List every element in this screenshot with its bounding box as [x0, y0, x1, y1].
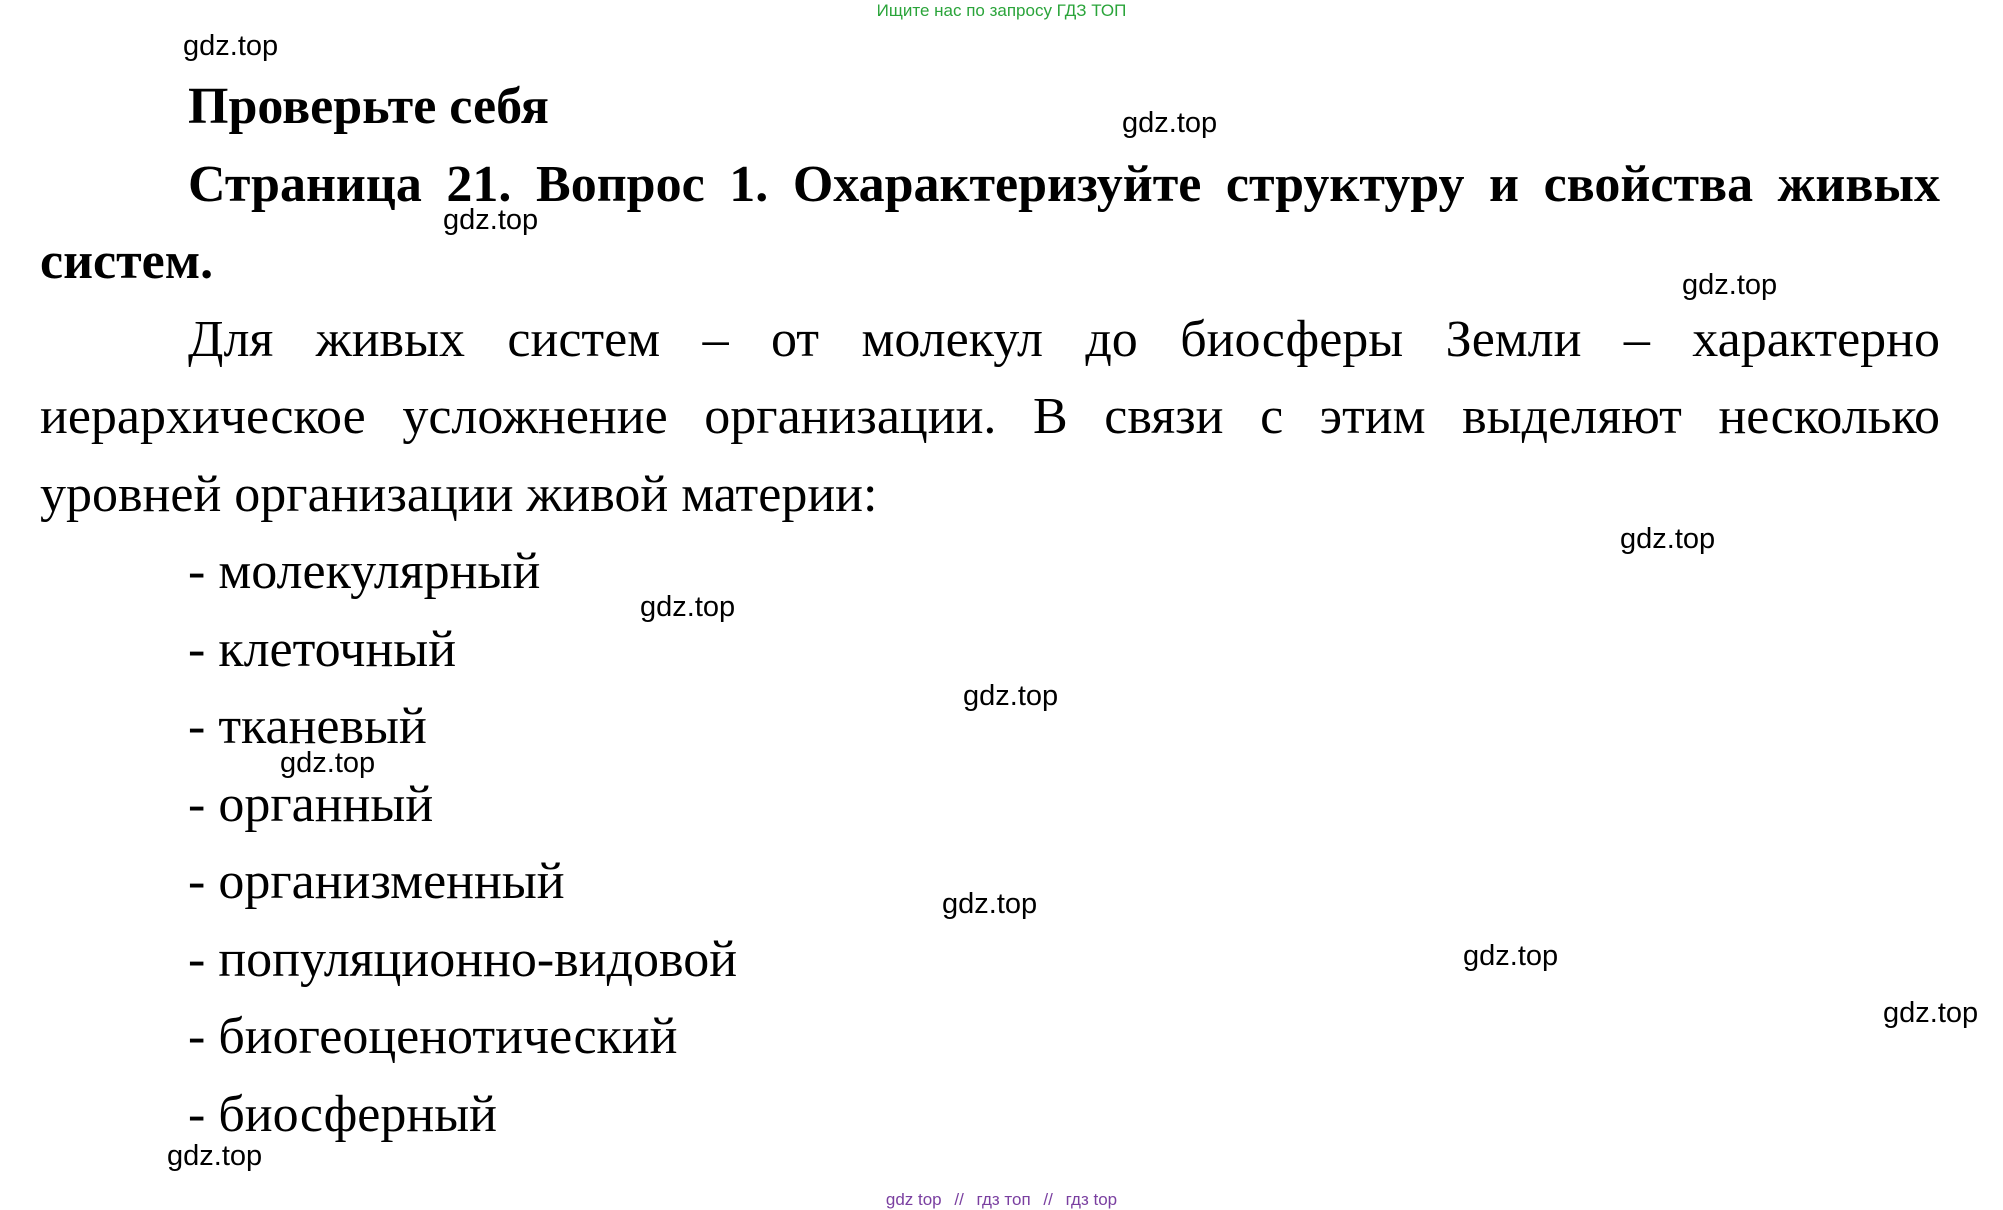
list-item: - организменный: [188, 853, 565, 910]
watermark: gdz.top: [183, 30, 279, 62]
question-title: Страница 21. Вопрос 1. Охарактеризуйте структуру и свойства живых систем.: [40, 155, 1940, 290]
top-banner: Ищите нас по запросу ГДЗ ТОП: [876, 1, 1127, 20]
bottom-banner-separator: //: [1043, 1190, 1053, 1209]
bottom-banner-part: гдз топ: [976, 1190, 1031, 1209]
list-item: - молекулярный: [188, 543, 541, 600]
bottom-banner-part: gdz top: [885, 1190, 942, 1209]
watermark: gdz.top: [1883, 997, 1979, 1029]
watermark: gdz.top: [443, 204, 539, 236]
list-item: - популяционно-видовой: [188, 930, 738, 988]
watermark: gdz.top: [640, 591, 736, 623]
document-body: [40, 68, 1940, 1153]
watermark: gdz.top: [963, 680, 1059, 712]
watermark: gdz.top: [1620, 523, 1716, 555]
list-item: - органный: [188, 775, 434, 833]
organization-levels-list: [40, 533, 1940, 1153]
watermark: gdz.top: [1682, 269, 1778, 301]
section-heading: Проверьте себя: [188, 78, 549, 135]
bottom-banner-separator: //: [954, 1190, 964, 1209]
list-item: - биогеоценотический: [188, 1008, 678, 1065]
watermark: gdz.top: [1463, 940, 1559, 972]
list-item: - тканевый: [188, 698, 427, 755]
watermark: gdz.top: [280, 747, 376, 779]
list-item: - биосферный: [188, 1085, 497, 1143]
watermark: gdz.top: [167, 1140, 263, 1172]
list-item: - клеточный: [188, 620, 457, 678]
watermark: gdz.top: [942, 888, 1038, 920]
bottom-banner-part: гдз top: [1065, 1190, 1118, 1209]
watermark: gdz.top: [1122, 107, 1218, 139]
bottom-banner: [0, 1190, 2003, 1210]
answer-paragraph: Для живых систем – от молекул до биосферы Земли – характерно иерархическое усложнение организации. В связи с этим выделяют несколько уровней организации живой материи:: [40, 310, 1940, 523]
